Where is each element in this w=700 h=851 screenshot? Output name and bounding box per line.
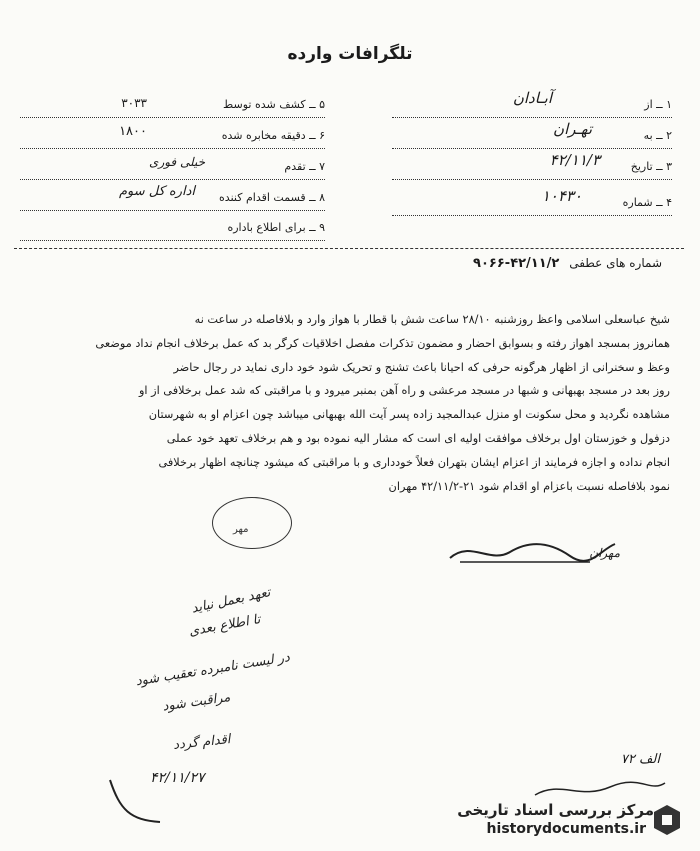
field-priority-value: خیلی فوری: [149, 155, 205, 169]
field-action-unit: [20, 184, 325, 211]
field-decoded-by: [20, 95, 325, 118]
field-date-label: ۳ ــ تاریخ: [630, 160, 672, 173]
body-line: مشاهده نگردید و محل سکونت او منزل عبدالمجید زاده پسر آیت الله بهبهانی میباشد چون اعزام او به شهرستان: [148, 408, 670, 422]
field-decoded-by-label: ۵ ــ کشف شده توسط: [223, 98, 325, 111]
field-priority-label: ۷ ــ تقدم: [284, 160, 325, 173]
field-number-label: ۴ ــ شماره: [622, 196, 672, 209]
field-minutes-label: ۶ ــ دقیقه مخابره شده: [221, 129, 325, 142]
handwritten-note-line: تعهد بعمل نیاید: [190, 585, 272, 617]
body-line: روز بعد در مسجد بهبهانی و شبها در مسجد مرعشی و راه آهن بمنبر میرود و با مراقبتی که شد عمل برخلافی از او: [138, 384, 670, 398]
watermark-en: historydocuments.ir: [486, 821, 646, 837]
page-title: تلگرافات وارده: [287, 44, 413, 64]
field-priority: [20, 157, 325, 180]
field-date-value: ۴۲/۱۱/۳: [549, 151, 600, 169]
field-number: [392, 187, 672, 216]
body-line: نمود بلافاصله نسبت باعزام او اقدام شود ۲۱-۴۲/۱۱/۲ مهران: [388, 479, 670, 493]
body-line: انجام نداده و اجازه فرمایند از اعزام ایشان بتهران فعلاً خودداری و با مراقبتی که میشود چنانچه اظهار برخلافی: [158, 455, 670, 469]
bottom-right-note: الف ۷۲: [620, 752, 660, 767]
field-to: [392, 120, 672, 149]
field-for-info-label: ۹ ــ برای اطلاع باداره: [227, 221, 325, 234]
ink-stamp: [212, 497, 292, 549]
header-separator: [14, 248, 684, 249]
body-line: دزفول و خوزستان اول برخلاف موافقت اولیه ای است که مشار الیه نموده بود و هم برخلاف تعهد خود عملی: [166, 431, 670, 445]
field-date: [392, 151, 672, 180]
reference-value: ۴۲/۱۱/۲-۹۰۶۶: [473, 256, 560, 271]
field-to-label: ۲ ــ به: [643, 129, 672, 142]
field-decoded-by-value: ۳۰۳۳: [121, 96, 147, 110]
field-from-value: آبـادان: [512, 89, 552, 107]
body-line: همانروز بمسجد اهواز رفته و بسوابق احضار و مضمون تذکرات مفصل اخلاقیات کرگر بد که عمل برخلاف انجام نداد موضعی: [95, 336, 670, 350]
field-to-value: تهـران: [553, 120, 592, 138]
handwritten-note-line: مراقبت شود: [161, 690, 232, 715]
field-action-unit-value: اداره کل سوم: [118, 184, 195, 199]
stamp-text: مهر: [233, 524, 249, 535]
field-for-info: [20, 218, 325, 241]
field-minutes-value: ۱۸۰۰: [119, 124, 147, 139]
body-line: وعظ و سخنرانی از اظهار هرگونه حرفی که احیانا باعث تشنج و تحریک شود خود داری نماید در رجال حاضر: [173, 360, 670, 374]
field-number-value: ۱۰۴۳۰: [541, 187, 582, 205]
field-from: [392, 89, 672, 118]
field-minutes: [20, 126, 325, 149]
handwritten-note-line: اقدام گردد: [172, 732, 231, 753]
reference-line: [473, 256, 662, 271]
handwritten-note-line: تا اطلاع بعدی: [187, 612, 262, 640]
watermark: [392, 801, 682, 841]
field-from-label: ۱ ــ از: [644, 98, 672, 111]
handwritten-date: ۴۲/۱۱/۲۷: [150, 770, 205, 786]
watermark-fa: مرکز بررسی اسناد تاریخی: [457, 801, 654, 819]
handwritten-note-line: در لیست نامبرده تعقیب شود: [135, 650, 292, 690]
signature-initials: مهران: [589, 546, 620, 560]
body-line: شیخ عباسعلی اسلامی واعظ روزشنبه ۲۸/۱۰ ساعت شش با قطار با هواز وارد و بلافاصله در ساعت نه: [194, 313, 670, 326]
telegram-body: [30, 308, 670, 498]
archive-logo-icon: [652, 803, 682, 837]
field-action-unit-label: ۸ ــ قسمت اقدام کننده: [219, 191, 325, 204]
reference-label: شماره های عطفی: [569, 256, 662, 270]
